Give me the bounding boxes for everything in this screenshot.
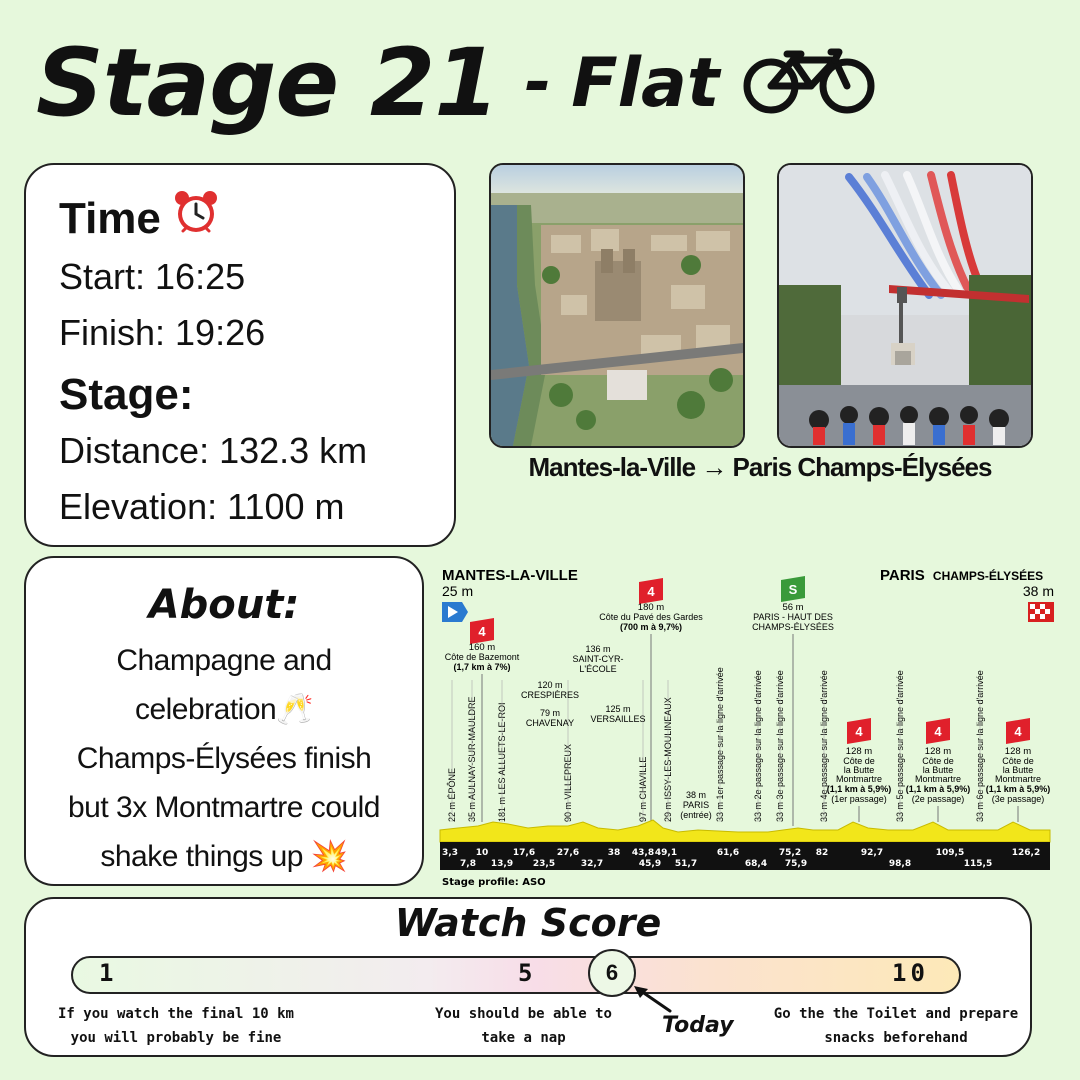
svg-text:SAINT-CYR-: SAINT-CYR- (572, 654, 624, 664)
climb-flag-icon (639, 578, 663, 604)
svg-text:la Butte: la Butte (1002, 765, 1034, 775)
svg-text:(2e passage): (2e passage) (911, 794, 965, 804)
svg-text:56 m: 56 m (782, 602, 804, 613)
svg-text:(1,1 km à 5,9%): (1,1 km à 5,9%) (985, 784, 1051, 794)
score-value: 6 (605, 960, 619, 985)
km-marker: 10 (475, 848, 489, 858)
about-heading: About: (148, 582, 300, 628)
km-marker: 61,6 (716, 848, 740, 858)
km-marker: 82 (815, 848, 829, 858)
svg-text:CRESPIÈRES: CRESPIÈRES (520, 690, 580, 700)
km-marker: 17,6 (512, 848, 536, 858)
scale-mid: 5 (518, 959, 533, 987)
about-text (26, 636, 422, 881)
svg-text:(1er passage): (1er passage) (831, 794, 887, 804)
place-label: 33 m 6e passage sur la ligne d'arrivée (975, 670, 985, 822)
svg-text:4: 4 (1014, 724, 1022, 739)
km-marker: 75,9 (784, 859, 808, 869)
distance: Distance: 132.3 km (59, 430, 368, 471)
page-title (36, 18, 1056, 148)
profile-finish-name: PARIS (880, 567, 925, 584)
watch-score-card (24, 897, 1032, 1057)
finish-time: Finish: 19:26 (59, 312, 266, 353)
svg-text:Montmartre: Montmartre (994, 774, 1042, 784)
svg-text:128 m: 128 m (1004, 746, 1032, 757)
start-town-photo (489, 163, 745, 448)
climb-flag-icon (1006, 718, 1030, 744)
place-label (526, 708, 574, 728)
climb-flag-icon (847, 718, 871, 744)
climb-label (827, 746, 892, 804)
svg-text:4: 4 (647, 584, 655, 599)
climb-label (599, 602, 703, 632)
svg-text:VERSAILLES: VERSAILLES (590, 714, 646, 724)
svg-text:(1,1 km à 5,9%): (1,1 km à 5,9%) (826, 784, 892, 794)
stage-heading: Stage: (59, 370, 194, 419)
place-label: 33 m 2e passage sur la ligne d'arrivée (753, 670, 763, 822)
place-label: 90 m VILLEPREUX (563, 743, 573, 822)
place-label: 35 m AULNAY-SUR-MAULDRE (467, 696, 477, 822)
svg-text:Côte de: Côte de (1002, 756, 1034, 766)
km-marker: 51,7 (674, 859, 698, 869)
km-marker: 75,2 (778, 848, 802, 858)
km-marker: 27,6 (556, 848, 580, 858)
about-line: shake things up 💥 (100, 840, 348, 873)
watch-score-scale (71, 956, 961, 994)
place-label: 97 m CHAVILLE (638, 756, 648, 822)
place-label: 33 m 3e passage sur la ligne d'arrivée (775, 670, 785, 822)
km-marker: 43,8 (631, 848, 655, 858)
km-marker: 38 (607, 848, 621, 858)
km-marker: 98,8 (888, 859, 912, 869)
km-marker: 92,7 (860, 848, 884, 858)
place-label (680, 790, 712, 820)
route-label: Mantes-la-Ville → Paris Champs-Élysées (528, 452, 992, 482)
svg-text:125 m: 125 m (605, 704, 631, 714)
info-card (24, 163, 456, 547)
svg-text:Côte du Pavé des Gardes: Côte du Pavé des Gardes (599, 612, 703, 622)
svg-text:160 m: 160 m (468, 642, 496, 653)
note-mid: You should be able to take a nap (434, 1006, 612, 1046)
svg-text:PARIS CHAMPS-ÉLYSÉES (880, 567, 1043, 584)
svg-text:Montmartre: Montmartre (835, 774, 883, 784)
climb-flag-icon (470, 618, 494, 644)
svg-text:CHAVENAY: CHAVENAY (525, 718, 575, 728)
km-marker: 13,9 (490, 859, 514, 869)
time-heading-label: Time (59, 194, 161, 243)
svg-text:la Butte: la Butte (843, 765, 875, 775)
svg-text:(1,7 km à 7%): (1,7 km à 7%) (453, 662, 511, 672)
note-low: If you watch the final 10 km you will probably be fine (57, 1006, 294, 1046)
profile-finish-sub: CHAMPS-ÉLYSÉES (932, 569, 1044, 583)
stage-type: Flat (571, 43, 720, 123)
stage-profile (438, 560, 1068, 890)
svg-text:136 m: 136 m (585, 644, 611, 654)
km-marker: 126,2 (1011, 848, 1041, 858)
scale-max: 10 (892, 959, 929, 987)
svg-text:128 m: 128 m (924, 746, 952, 757)
svg-text:128 m: 128 m (845, 746, 873, 757)
profile-start-elev: 25 m (442, 583, 474, 599)
arrow-icon (632, 983, 672, 1015)
stage-label: Stage 21 (36, 28, 499, 138)
sprint-label (752, 602, 834, 632)
about-line: celebration🥂 (134, 693, 314, 726)
svg-text:4: 4 (855, 724, 863, 739)
note-high: Go the the Toilet and prepare snacks beforehand (773, 1006, 1019, 1046)
svg-text:Côte de: Côte de (922, 756, 954, 766)
svg-text:79 m: 79 m (539, 708, 561, 718)
start-time: Start: 16:25 (59, 256, 246, 297)
km-marker: 3,3 (442, 848, 458, 858)
about-line: but 3x Montmartre could (68, 791, 380, 824)
climb-label (445, 642, 520, 672)
climb-label (906, 746, 971, 804)
place-label: 29 m ISSY-LES-MOULINEAUX (663, 697, 673, 822)
climb-label (986, 746, 1051, 804)
about-line: Champs-Élysées finish (76, 742, 372, 775)
place-label: 181 m LES ALLUETS-LE-ROI (497, 702, 507, 822)
about-card (24, 556, 424, 886)
sprint-flag-icon (781, 576, 805, 602)
place-label (572, 644, 623, 674)
profile-elevation-fill (440, 820, 1050, 842)
climb-flag-icon (926, 718, 950, 744)
km-marker: 32,7 (580, 859, 604, 869)
place-label: 33 m 5e passage sur la ligne d'arrivée (895, 670, 905, 822)
bicycle-icon (743, 48, 875, 118)
svg-text:CHAMPS-ÉLYSÉES: CHAMPS-ÉLYSÉES (752, 622, 834, 632)
svg-text:Côte de Bazemont: Côte de Bazemont (444, 652, 520, 662)
svg-text:(entrée): (entrée) (680, 810, 712, 820)
place-label (521, 680, 579, 700)
svg-text:PARIS - HAUT DES: PARIS - HAUT DES (753, 612, 833, 622)
profile-start-name: MANTES-LA-VILLE (442, 567, 578, 584)
km-marker: 45,9 (638, 859, 662, 869)
alarm-clock-icon (173, 189, 219, 249)
finish-photo (777, 163, 1033, 448)
about-line: Champagne and (116, 644, 332, 677)
time-heading (59, 189, 454, 249)
profile-finish-elev: 38 m (1022, 583, 1054, 599)
today-label: Today (662, 1013, 734, 1038)
place-label: 33 m 1er passage sur la ligne d'arrivée (715, 667, 725, 822)
title-dash: - (524, 46, 552, 120)
km-marker: 68,4 (744, 859, 768, 869)
watch-score-heading: Watch Score (394, 901, 662, 945)
svg-text:180 m: 180 m (637, 602, 665, 613)
scale-min: 1 (99, 959, 114, 987)
km-marker: 49,1 (654, 848, 678, 858)
score-marker (588, 949, 636, 997)
profile-credit: Stage profile: ASO (442, 877, 546, 888)
svg-text:38 m: 38 m (685, 790, 707, 800)
svg-text:4: 4 (478, 624, 486, 639)
finish-flag-icon (1028, 602, 1054, 622)
place-label: 33 m 4e passage sur la ligne d'arrivée (819, 670, 829, 822)
place-label (590, 704, 645, 724)
svg-text:L'ÉCOLE: L'ÉCOLE (579, 664, 617, 674)
km-marker: 109,5 (935, 848, 965, 858)
svg-text:(3e passage): (3e passage) (991, 794, 1045, 804)
elevation: Elevation: 1100 m (59, 486, 345, 527)
km-marker: 115,5 (963, 859, 993, 869)
svg-text:4: 4 (934, 724, 942, 739)
km-marker: 23,5 (532, 859, 556, 869)
svg-text:la Butte: la Butte (922, 765, 954, 775)
place-label: 22 m ÉPÔNE (447, 767, 457, 822)
svg-text:(700 m à 9,7%): (700 m à 9,7%) (619, 622, 683, 632)
svg-text:Côte de: Côte de (843, 756, 875, 766)
svg-text:(1,1 km à 5,9%): (1,1 km à 5,9%) (905, 784, 971, 794)
svg-text:120 m: 120 m (537, 680, 563, 690)
svg-text:S: S (788, 582, 798, 597)
svg-text:Montmartre: Montmartre (914, 774, 962, 784)
svg-text:PARIS: PARIS (682, 800, 710, 810)
km-marker: 7,8 (460, 859, 476, 869)
